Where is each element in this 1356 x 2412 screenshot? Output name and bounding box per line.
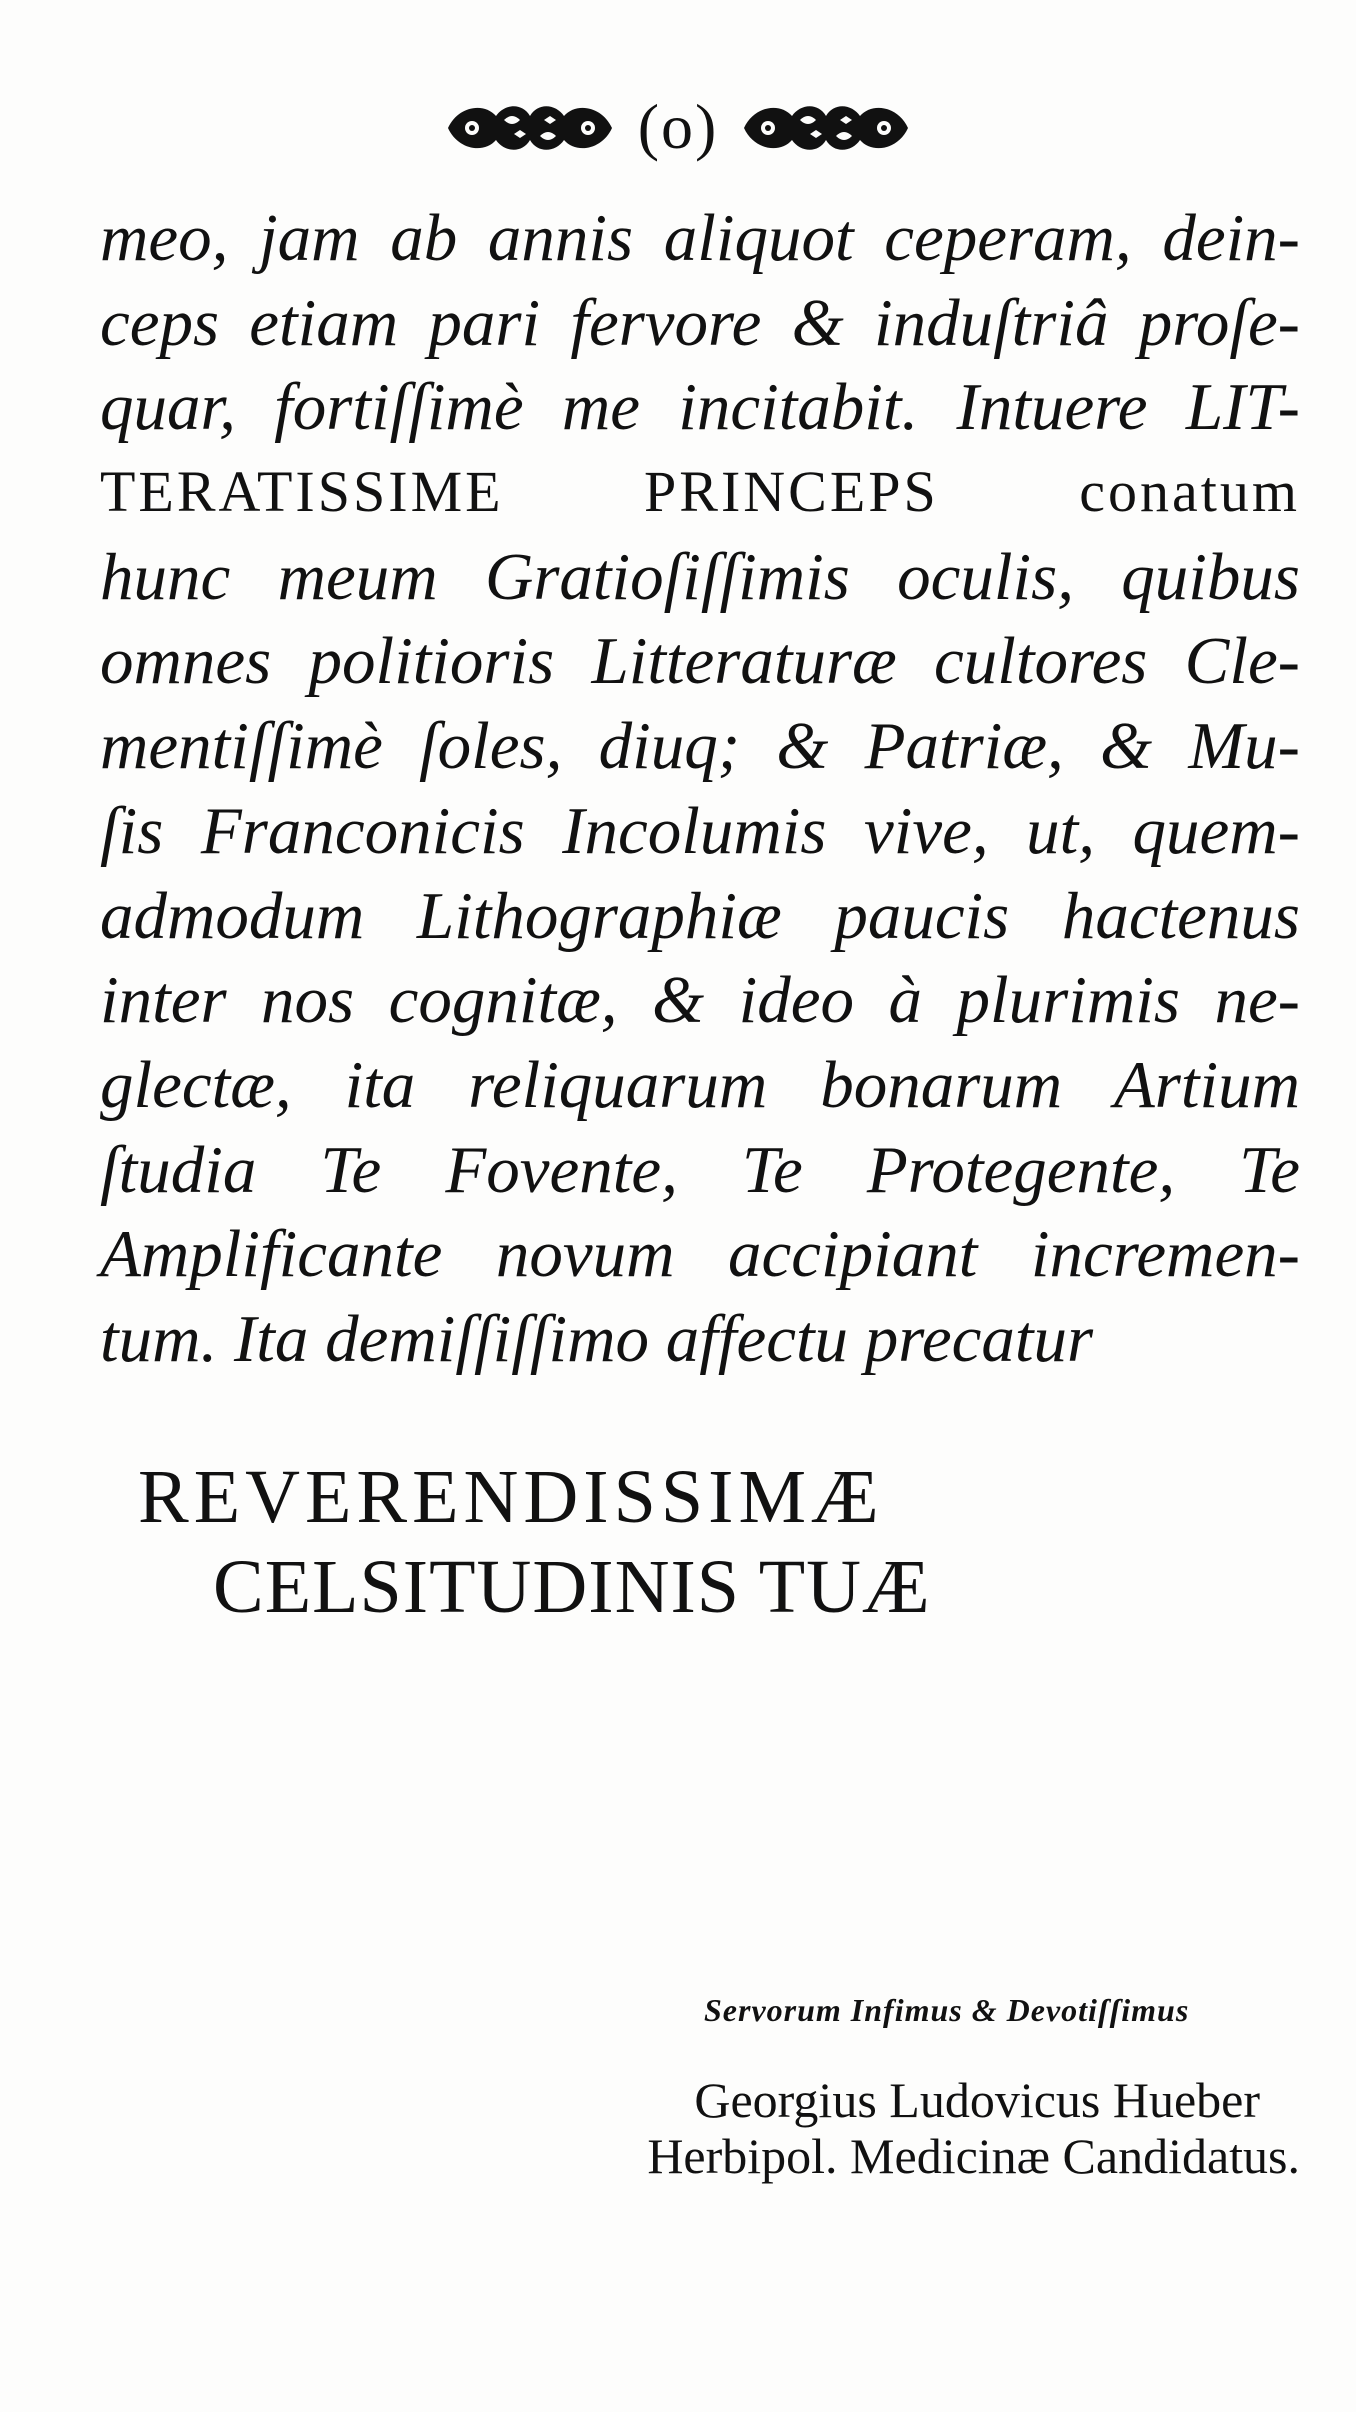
body-line: ſtudia Te Fovente, Te Protegente, Te <box>100 1132 1300 1207</box>
author-name: Georgius Ludovicus Hueber <box>694 2072 1260 2128</box>
body-line: meo, jam ab annis aliquot ceperam, dein- <box>100 201 1300 275</box>
body-line: TERATISSIME PRINCEPS conatum <box>100 459 1300 525</box>
body-line: ceps etiam pari fervore & induſtriâ proſe- <box>100 285 1300 360</box>
signature-block <box>580 2072 1300 2184</box>
servorum-line: Servorum Infimus & Devotiſſimus <box>704 1992 1190 2028</box>
body-paragraph <box>100 196 1300 1382</box>
floral-ornament-icon <box>740 90 912 164</box>
page-number: (o) <box>637 91 719 162</box>
body-line: ſis Franconicis Incolumis vive, ut, quem- <box>100 793 1300 868</box>
author-title: Herbipol. Medicinæ Candidatus. <box>647 2128 1300 2184</box>
body-line: inter nos cognitæ, & ideo à plurimis ne- <box>100 963 1300 1038</box>
body-line: glectæ, ita reliquarum bonarum Artium <box>100 1047 1300 1122</box>
body-line: tum. Ita demiſſiſſimo affectu precatur <box>100 1301 1094 1376</box>
closing-salutation <box>138 1452 931 1632</box>
body-line: hunc meum Gratioſiſſimis oculis, quibus <box>100 539 1300 614</box>
body-line: omnes politioris Litteraturæ cultores Cle- <box>100 624 1300 699</box>
page-header <box>0 82 1356 172</box>
closing-line-1: REVERENDISSIMÆ <box>138 1455 884 1539</box>
floral-ornament-icon <box>444 90 616 164</box>
body-line: mentiſſimè ſoles, diuq; & Patriæ, & Mu- <box>100 709 1300 784</box>
closing-line-2: CELSITUDINIS TUÆ <box>213 1545 931 1629</box>
body-line: quar, fortiſſimè me incitabit. Intuere LIT- <box>100 370 1300 445</box>
body-line: admodum Lithographiæ paucis hactenus <box>100 878 1300 953</box>
body-line: Amplificante novum accipiant incremen- <box>100 1217 1300 1292</box>
